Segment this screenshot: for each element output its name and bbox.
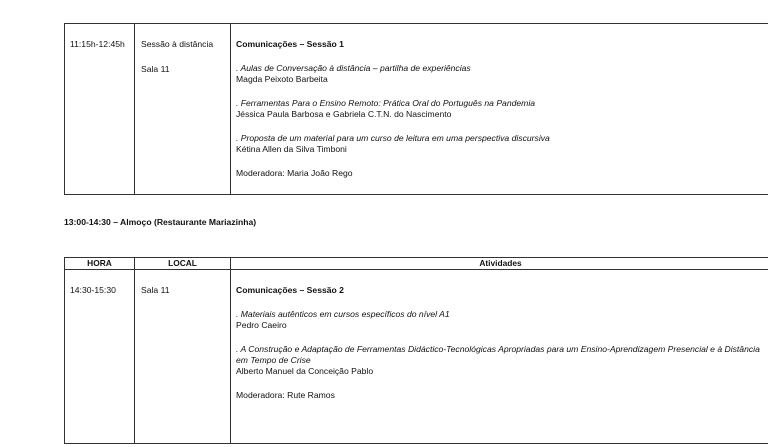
session-2-activities xyxy=(231,270,768,444)
talk-title: . A Construção e Adaptação de Ferramentas Didáctico-Tecnológicas Apropriadas para um Ensino-Aprendizagem Presencial e à Distância em Tempo de Crise xyxy=(236,344,760,365)
session-2-location xyxy=(135,270,231,444)
talk-title: . Materiais autênticos em cursos específicos do nível A1 xyxy=(236,309,450,319)
talk-authors: Magda Peixoto Barbeita xyxy=(236,74,328,84)
session-1-row xyxy=(65,24,768,195)
location-room: Sala 11 xyxy=(141,285,170,295)
session-title: Comunicações – Sessão 1 xyxy=(236,39,344,49)
session-1-location xyxy=(135,24,231,195)
session-1-table xyxy=(64,23,768,195)
lunch-break-line: 13:00-14:30 – Almoço (Restaurante Mariazinha) xyxy=(64,217,257,227)
talk-title: . Ferramentas Para o Ensino Remoto: Prática Oral do Português na Pandemia xyxy=(236,98,536,108)
talk-authors: Jéssica Paula Barbosa e Gabriela C.T.N. do Nascimento xyxy=(236,109,452,119)
talk-authors: Pedro Caeiro xyxy=(236,320,287,330)
header-local: LOCAL xyxy=(135,258,231,270)
moderator: Moderadora: Maria João Rego xyxy=(236,168,353,178)
location-room: Sala 11 xyxy=(141,64,170,74)
talk-authors: Alberto Manuel da Conceição Pablo xyxy=(236,366,374,376)
talk-title: . Proposta de um material para um curso de leitura em uma perspectiva discursiva xyxy=(236,133,550,143)
header-hora: HORA xyxy=(65,258,135,270)
time-text: 14:30-15:30 xyxy=(70,285,116,295)
session-2-row xyxy=(65,270,768,444)
talk-title: . Aulas de Conversação à distância – partilha de experiências xyxy=(236,63,471,73)
location-mode: Sessão à distância xyxy=(141,39,214,49)
header-atividades: Atividades xyxy=(231,258,768,270)
session-2-table xyxy=(64,257,768,444)
session-title: Comunicações – Sessão 2 xyxy=(236,285,344,295)
session-1-activities xyxy=(231,24,768,195)
session-1-time xyxy=(65,24,135,195)
header-row xyxy=(65,258,768,270)
time-text: 11:15h-12:45h xyxy=(70,39,125,49)
moderator: Moderadora: Rute Ramos xyxy=(236,390,335,400)
session-2-time xyxy=(65,270,135,444)
talk-authors: Kétina Allen da Silva Timboni xyxy=(236,144,347,154)
